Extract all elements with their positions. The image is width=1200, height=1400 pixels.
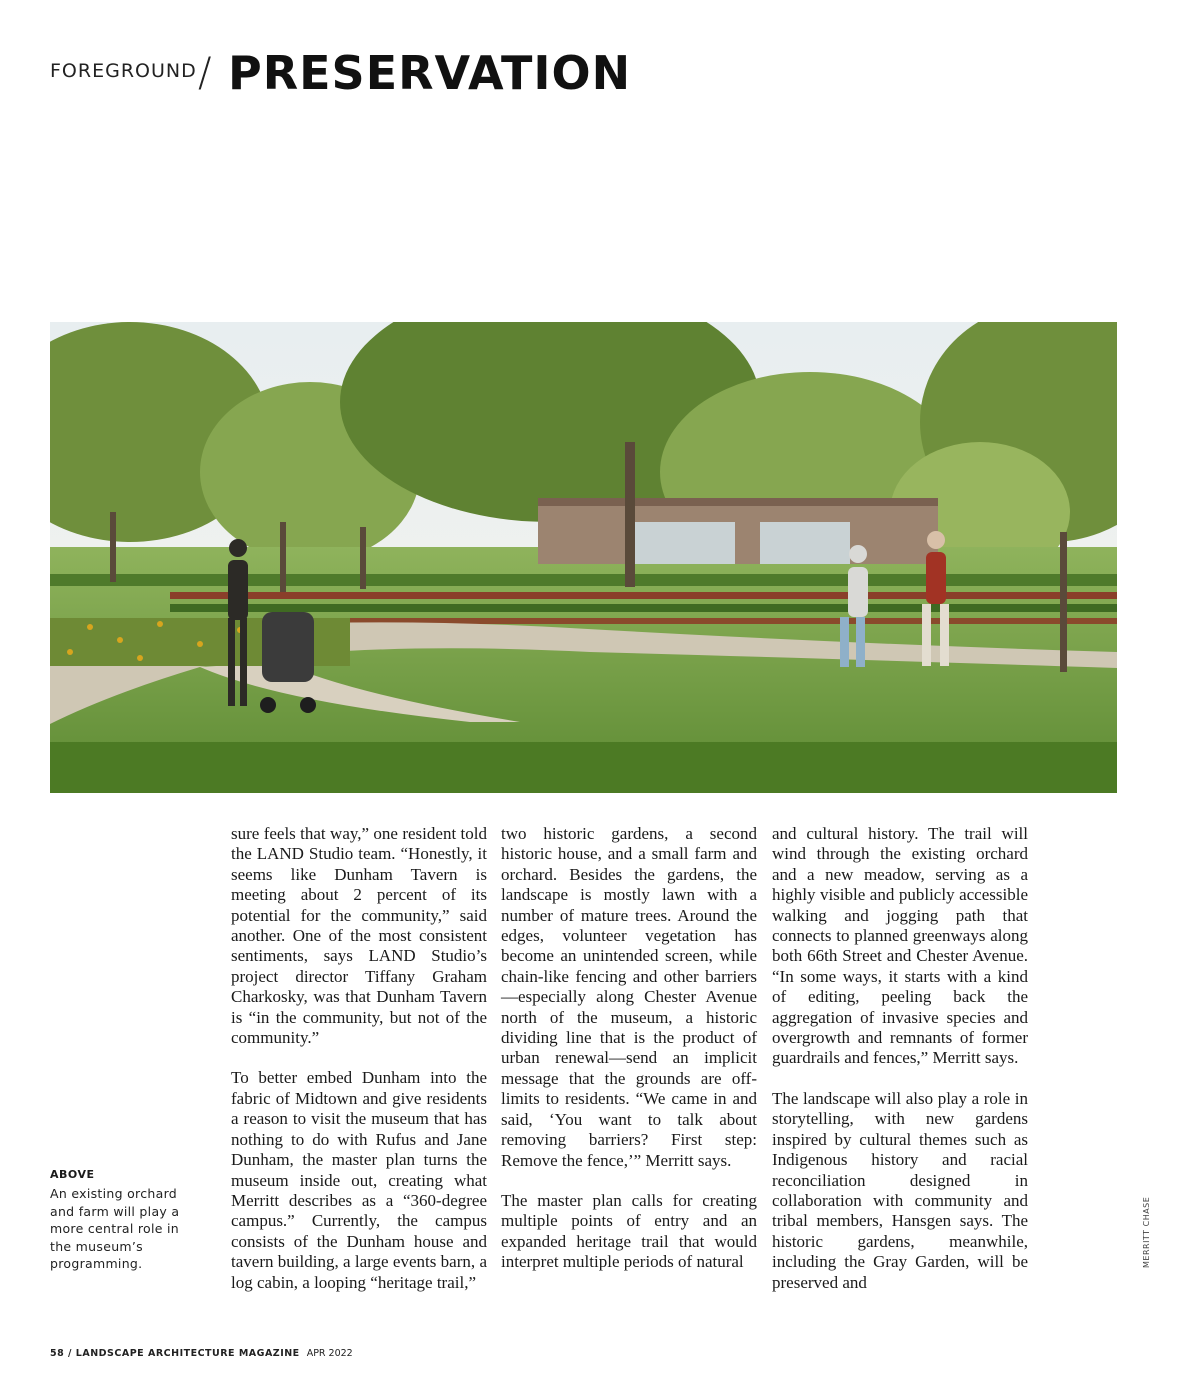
- paragraph: two historic gardens, a second historic house, and a small farm and orchard. Besides the gardens, the landscape is mostly lawn with a number of mature trees. Around the edges, volunteer vegetation has become an unintended screen, while chain-like fencing and other barriers—especially along Chester Avenue north of the museum, a historic dividing line that is the product of urban renewal—send an implicit message that the grounds are off-limits to residents. “We came in and said, ‘You want to talk about removing barriers? First step: Remove the fence,’” Merritt says.: [501, 824, 757, 1170]
- photo-credit: MERRITT CHASE: [1142, 1196, 1151, 1268]
- section-title: PRESERVATION: [228, 46, 632, 100]
- caption-label: ABOVE: [50, 1168, 95, 1181]
- kicker-label: FOREGROUND: [50, 60, 197, 82]
- paragraph: To better embed Dunham into the fabric of Midtown and give residents a reason to visit the museum that has nothing to do with Rufus and Jane Dunham, the master plan turns the museum inside out, creating what Merritt describes as a “360-degree campus.” Currently, the campus consists of the Dunham house and tavern building, a large events barn, a log cabin, a looping “heritage trail,”: [231, 1068, 487, 1292]
- issue-date: APR 2022: [306, 1348, 353, 1359]
- caption-text: An existing orchard and farm will play a more central role in the museum’s programming.: [50, 1186, 180, 1271]
- page-number-and-publication: 58 / LANDSCAPE ARCHITECTURE MAGAZINE: [50, 1348, 300, 1359]
- body-column-1: [231, 824, 487, 1293]
- paragraph: and cultural history. The trail will wind through the existing orchard and a new meadow, serving as a highly visible and publicly accessible walking and jogging path that connects to planned greenways along both 66th Street and Chester Avenue. “In some ways, it starts with a kind of editing, peeling back the aggregation of invasive species and overgrowth and remnants of former guardrails and fences,” Merritt says.: [772, 824, 1028, 1068]
- page-footer: [50, 1348, 353, 1359]
- header-separator: /: [198, 50, 212, 96]
- paragraph: The master plan calls for creating multiple points of entry and an expanded heritage trail that would interpret multiple periods of natural: [501, 1190, 757, 1272]
- body-column-2: [501, 824, 757, 1273]
- paragraph: sure feels that way,” one resident told the LAND Studio team. “Honestly, it seems like Dunham Tavern is meeting about 2 percent of its potential for the community,” said another. One of the most consistent sentiments, says LAND Studio’s project director Tiffany Graham Charkosky, was that Dunham Tavern is “in the community, but not of the community.”: [231, 824, 487, 1048]
- orchard-rendering-photo: [50, 322, 1117, 793]
- body-column-3: [772, 824, 1028, 1293]
- photo-caption: [50, 1168, 200, 1273]
- paragraph: The landscape will also play a role in storytelling, with new gardens inspired by cultural themes such as Indigenous history and racial reconciliation designed in collaboration with community and tribal members, Hansgen says. The historic gardens, meanwhile, including the Gray Garden, will be preserved and: [772, 1088, 1028, 1292]
